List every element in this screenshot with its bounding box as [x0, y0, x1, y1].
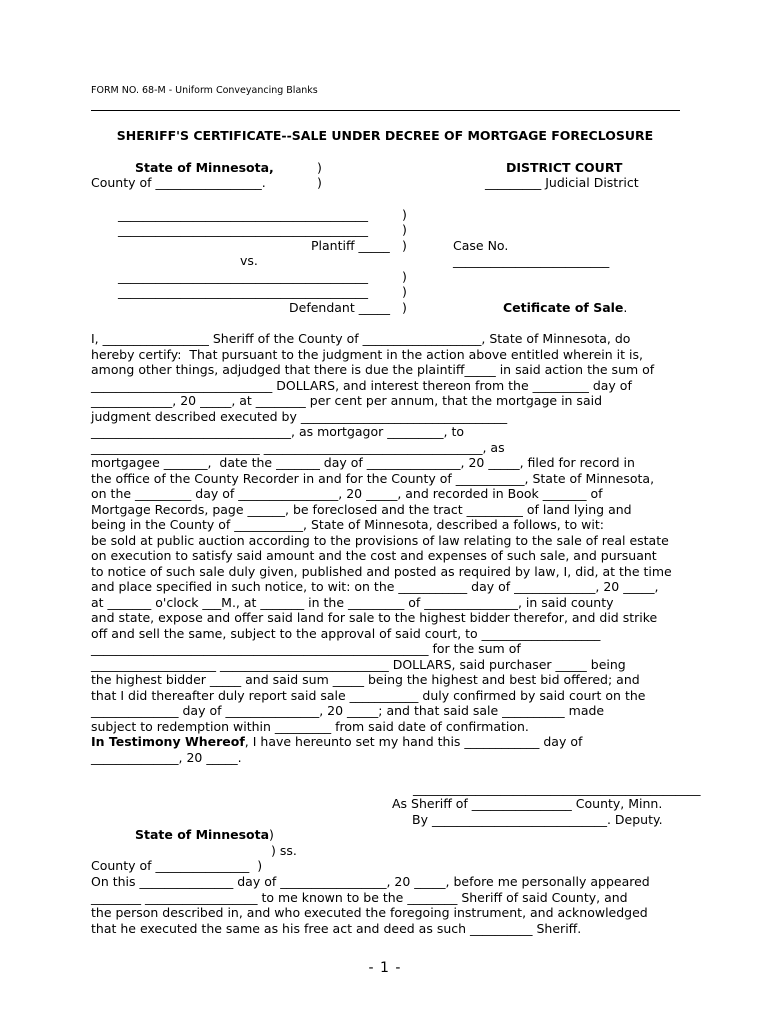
body-line: that I did thereafter duly report said sale ___________ duly confirmed by said court on the [91, 687, 646, 703]
body-line: to notice of such sale duly given, published and posted as required by law, I, did, at the time [91, 563, 672, 579]
body-line: ____________________ ___________________________ DOLLARS, said purchaser _____ being [91, 656, 626, 672]
ack-county: County of _______________ ) [91, 858, 263, 873]
testimony-date-line: ______________, 20 _____. [91, 749, 242, 765]
page-number: - 1 - [368, 960, 402, 976]
sheriff-of-line: As Sheriff of ________________ County, Minn. [392, 796, 663, 811]
certificate-label [503, 300, 627, 315]
ack-state: State of Minnesota [135, 827, 270, 842]
body-line: subject to redemption within _________ from said date of confirmation. [91, 718, 529, 734]
body-line: hereby certify: That pursuant to the judgment in the action above entitled wherein it is, [91, 346, 643, 362]
certificate-period: . [623, 300, 628, 315]
caption-paren: ) [402, 300, 407, 315]
body-line: _____________, 20 _____, at ________ per cent per annum, that the mortgage in said [91, 393, 603, 408]
body-line: ______________________________________________________ for the sum of [91, 641, 521, 656]
plaintiff-blank: ________________________________________ [118, 222, 368, 237]
body-line: judgment described executed by _________________________________ [91, 408, 508, 424]
ack-ss: ) ss. [271, 843, 297, 858]
caption-paren: ) [402, 238, 407, 253]
body-line: on execution to satisfy said amount and the cost and expenses of such sale, and pursuant [91, 548, 657, 563]
body-line: the highest bidder _____ and said sum _____ being the highest and best bid offered; and [91, 672, 640, 687]
caption-paren: ) [402, 284, 407, 299]
body-line: ______________ day of _______________, 20 _____; and that said sale __________ made [91, 703, 605, 718]
caption-paren: ) [317, 160, 322, 175]
caption-paren: ) [402, 269, 407, 284]
body-line: the office of the County Recorder in and for the County of ___________, State of Minnesota, [91, 470, 655, 486]
body-line: I, _________________ Sheriff of the County of ___________________, State of Minnesota, do [91, 331, 631, 346]
caption-state: State of Minnesota, [135, 160, 274, 175]
district-court-heading: DISTRICT COURT [506, 160, 623, 175]
case-no-label: Case No. [453, 238, 509, 253]
defendant-blank: ________________________________________ [118, 269, 368, 284]
form-header: FORM NO. 68-M - Uniform Conveyancing Blanks [91, 85, 318, 96]
body-line: ________________________________, as mortgagor _________, to [91, 424, 464, 439]
body-line: off and sell the same, subject to the approval of said court, to ___________________ [91, 625, 601, 641]
body-line: among other things, adjudged that there is due the plaintiff_____ in said action the sum of [91, 362, 655, 377]
body-line: and place specified in such notice, to wit: on the ___________ day of _____________, 20 _____, [91, 579, 659, 594]
body-line: _____________________________ DOLLARS, and interest thereon from the _________ day of [91, 377, 632, 393]
judicial-district: _________ Judicial District [485, 175, 639, 190]
defendant-blank: ________________________________________ [118, 284, 368, 299]
signature-line: ______________________________________________ [413, 781, 701, 796]
caption-paren: ) [402, 207, 407, 222]
caption-paren: ) [317, 175, 322, 190]
testimony-bold: In Testimony Whereof [91, 734, 245, 749]
testimony-line [91, 734, 582, 749]
ack-line: ________ __________________ to me known to be the ________ Sheriff of said County, and [91, 889, 628, 905]
body-line: mortgagee _______, date the _______ day of _______________, 20 _____, filed for record in [91, 455, 635, 470]
ack-line: On this _______________ day of _________________, 20 _____, before me personally appeared [91, 874, 650, 889]
certificate-label-text: Cetificate of Sale [503, 300, 624, 315]
plaintiff-blank: ________________________________________ [118, 207, 368, 222]
body-line: ___________________________ ___________________________________, as [91, 439, 505, 455]
document-title: SHERIFF'S CERTIFICATE--SALE UNDER DECREE OF MORTGAGE FORECLOSURE [116, 128, 654, 143]
ack-paren: ) [269, 827, 274, 842]
defendant-label: Defendant _____ [289, 300, 390, 315]
vs-label: vs. [240, 253, 258, 268]
body-line: be sold at public auction according to the provisions of law relating to the sale of real estate [91, 532, 669, 548]
ack-line: the person described in, and who executed the foregoing instrument, and acknowledged [91, 905, 648, 920]
body-line: and state, expose and offer said land for sale to the highest bidder therefor, and did strike [91, 610, 658, 625]
body-line: on the _________ day of ________________, 20 _____, and recorded in Book _______ of [91, 486, 603, 501]
body-line: being in the County of ___________, State of Minnesota, described a follows, to wit: [91, 517, 604, 532]
plaintiff-label: Plantiff _____ [311, 238, 390, 253]
case-no-blank: _________________________ [453, 253, 610, 268]
testimony-rest: , I have hereunto set my hand this ____________ day of [244, 734, 583, 749]
caption-paren: ) [402, 222, 407, 237]
body-line: at _______ o'clock ___M., at _______ in the _________ of _______________, in said county [91, 594, 614, 610]
body-line: Mortgage Records, page ______, be foreclosed and the tract _________ of land lying and [91, 501, 632, 517]
deputy-line: By ____________________________. Deputy. [412, 812, 663, 827]
ack-line: that he executed the same as his free act and deed as such __________ Sheriff. [91, 920, 582, 936]
caption-county: County of _________________. [91, 175, 266, 190]
header-rule [91, 110, 680, 111]
ack-state-line [135, 827, 274, 842]
